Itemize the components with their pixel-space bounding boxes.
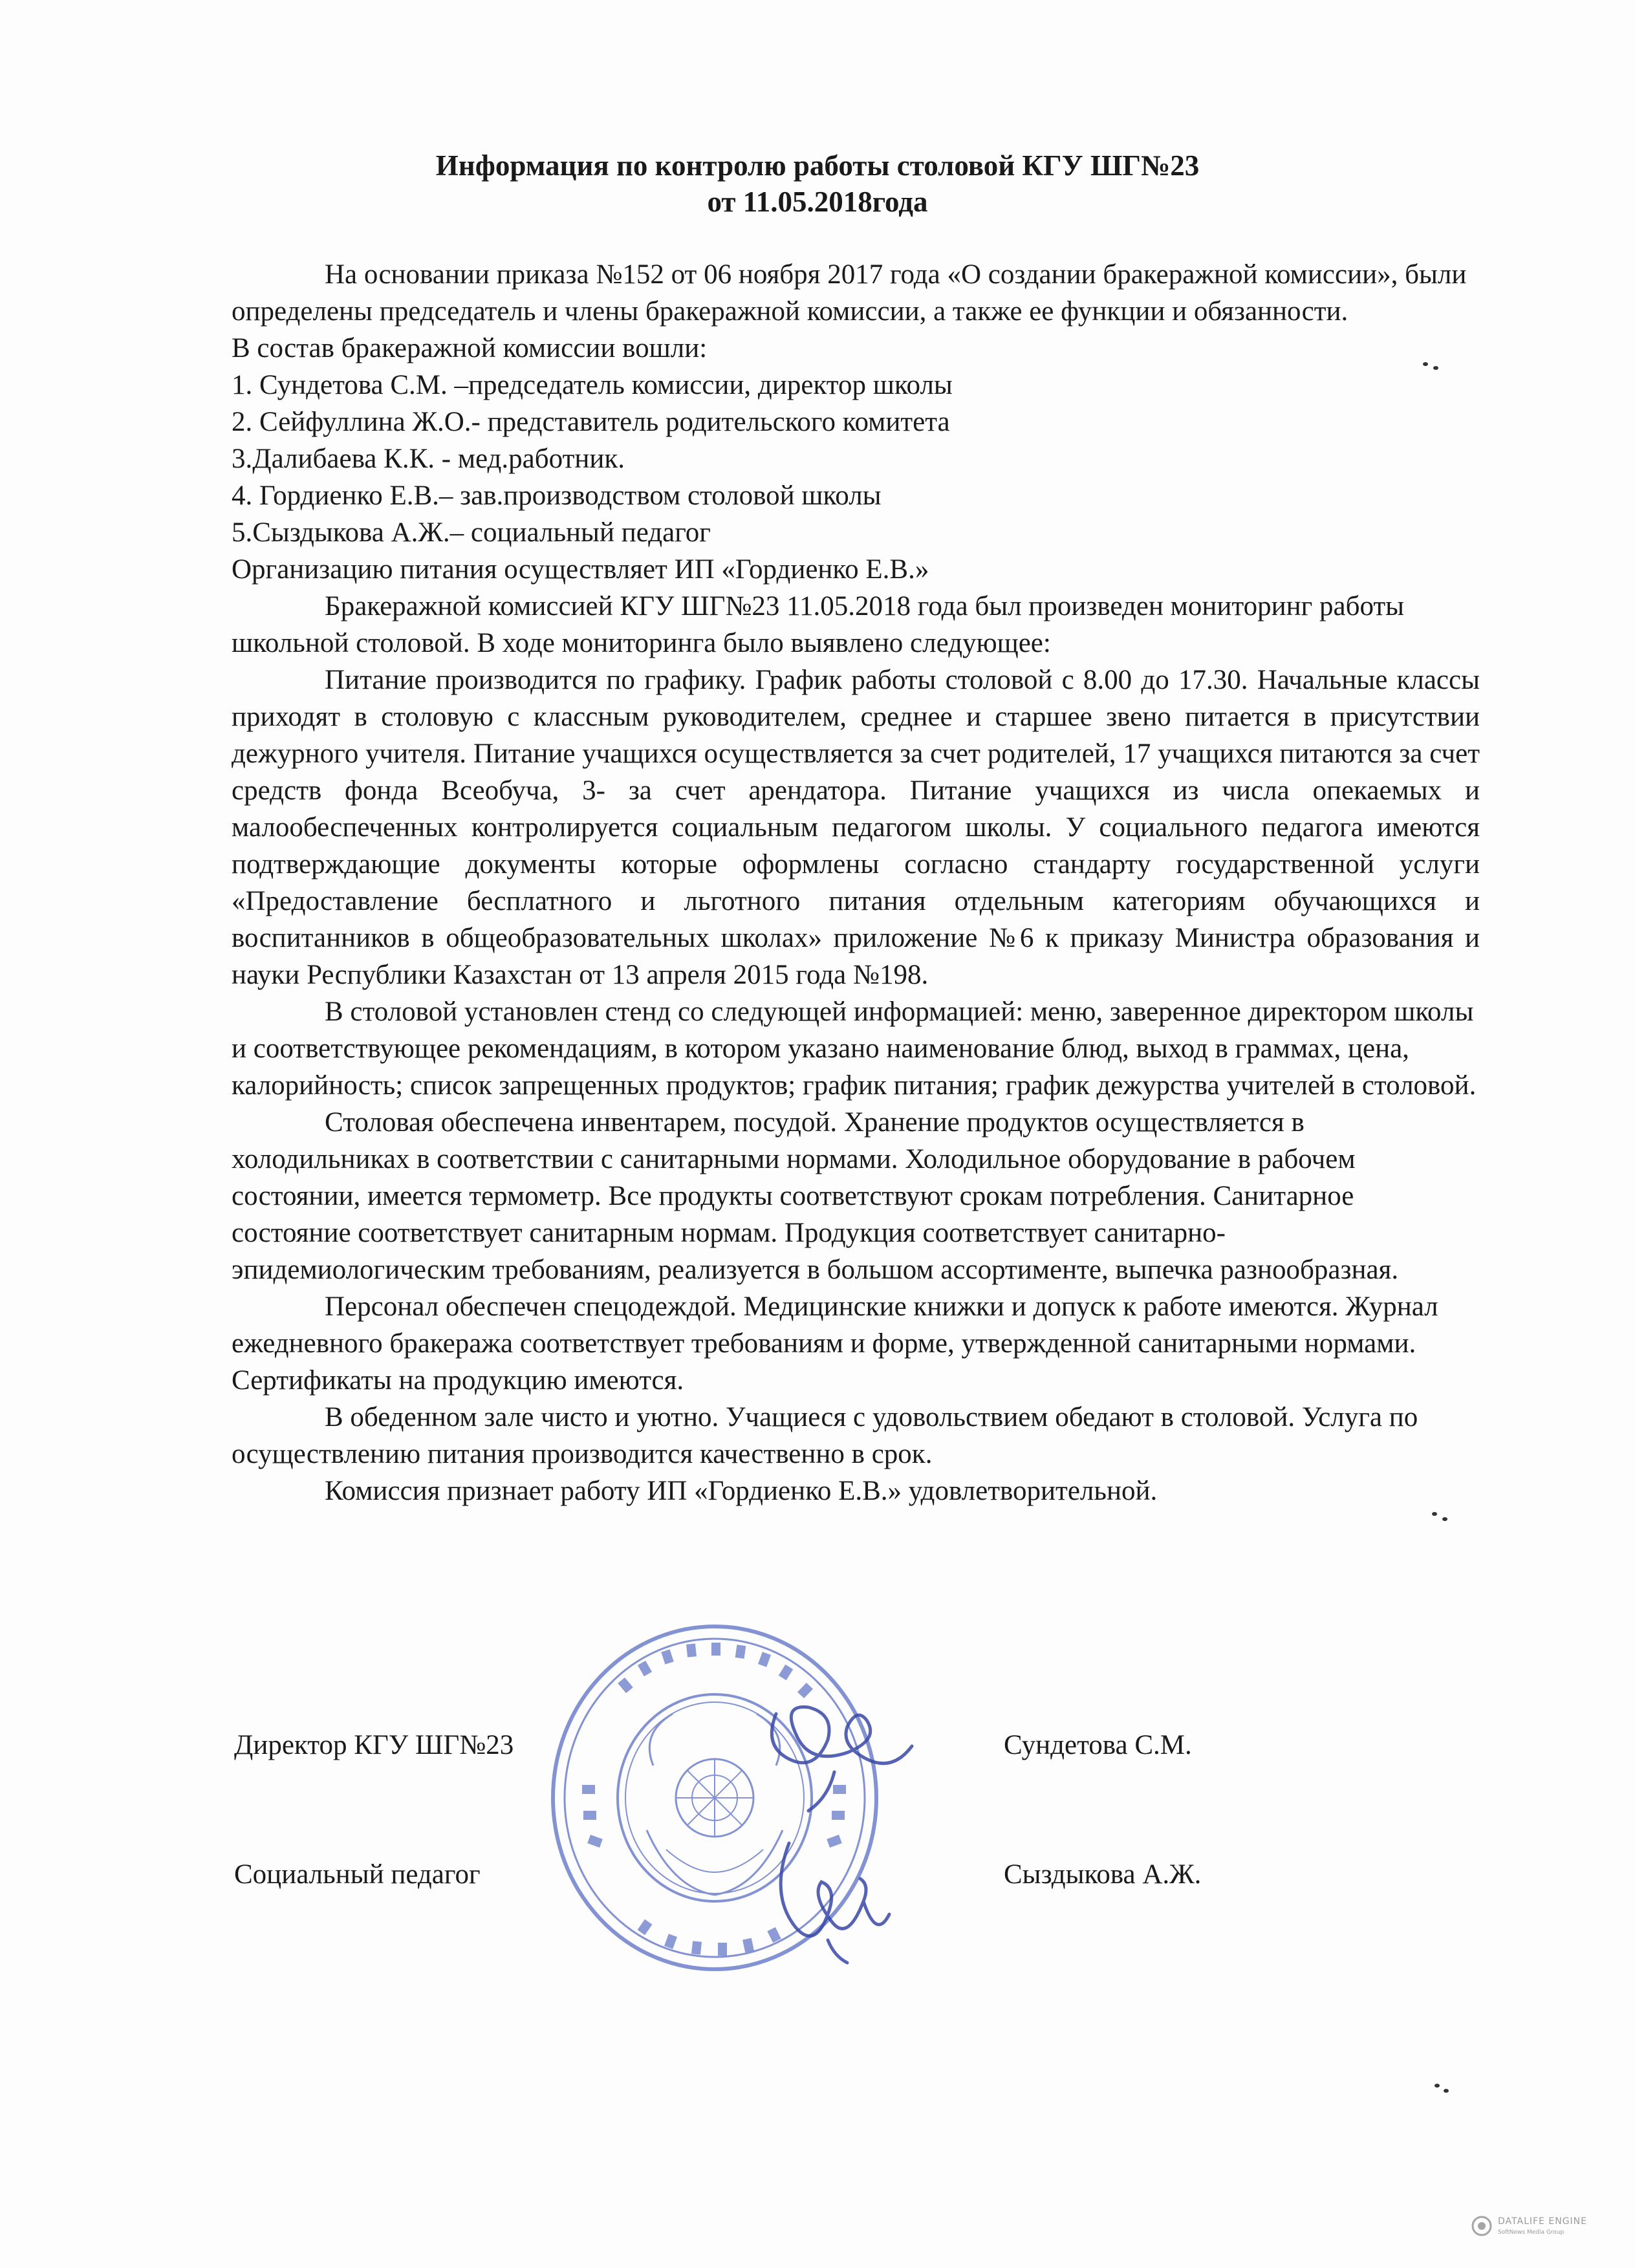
title-line-1: Информация по контролю работы столовой КГУ ШГ№23 bbox=[435, 149, 1200, 182]
scan-speck bbox=[1432, 1512, 1437, 1516]
scan-speck bbox=[1435, 2084, 1440, 2088]
paragraph-monitoring: Бракеражной комиссией КГУ ШГ№23 11.05.2018 года был произведен мониторинг работы школьной столовой. В ходе мониторинга было выявлено следующее: bbox=[232, 591, 1405, 658]
watermark-main-text: DATALIFE ENGINE bbox=[1498, 2216, 1587, 2227]
member-item-2: 2. Сейфуллина Ж.О.- представитель родительского комитета bbox=[232, 407, 950, 437]
scan-speck bbox=[1442, 1517, 1447, 1521]
watermark-logo-icon bbox=[1471, 2215, 1493, 2237]
social-pedagogue-signature bbox=[750, 1817, 912, 1966]
paragraph-dining-hall: В обеденном зале чисто и уютно. Учащиеся с удовольствием обедают в столовой. Услуга по осуществлению питания производится качественно в срок. bbox=[232, 1402, 1418, 1469]
signature-role: Директор КГУ ШГ№23 bbox=[234, 1730, 514, 1760]
paragraph-equipment: Столовая обеспечена инвентарем, посудой. Хранение продуктов осуществляется в холодильниках в соответствии с санитарными нормами. Холодильное оборудование в рабочем состоянии, имеется термометр. Все продукты соответствуют срокам потребления. Санитарное состояние соответствует санитарным нормам. Продукция соответствует санитарно- эпидемиологическим требованиям, реализуется в большом ассортименте, выпечка разнообразная. bbox=[232, 1107, 1399, 1285]
signature-role: Социальный педагог bbox=[234, 1859, 481, 1890]
member-item-4: 4. Гордиенко Е.В.– зав.производством столовой школы bbox=[232, 481, 882, 511]
paragraph-commission-heading: В состав бракеражной комиссии вошли: bbox=[232, 333, 708, 363]
paragraph-personnel: Персонал обеспечен спецодеждой. Медицинские книжки и допуск к работе имеются. Журнал ежедневного бракеража соответствует требованиям и форме, утвержденной санитарными нормами. Сертификаты на продукцию имеются. bbox=[232, 1291, 1438, 1396]
paragraph-organizer: Организацию питания осуществляет ИП «Гордиенко Е.В.» bbox=[232, 554, 929, 585]
paragraph-schedule: Питание производится по графику. График работы столовой с 8.00 до 17.30. Начальные классы приходят в столовую с классным руководителем, среднее и старшее звено питается в присутствии дежурного учителя. Питание учащихся осуществляется за счет родителей, 17 учащихся питаются за счет средств фонда Всеобуча, 3- за счет арендатора. Питание учащихся из числа опекаемых и малообеспеченных контролируется социальным педагогом школы. У социального педагога имеются подтверждающие документы которые оформлены согласно стандарту государственной услуги «Предоставление бесплатного и льготного питания отдельным категориям обучающихся и воспитанников в общеобразовательных школах» приложение №6 к приказу Министра образования и науки Республики Казахстан от 13 апреля 2015 года №198. bbox=[232, 665, 1480, 990]
scan-speck bbox=[1444, 2089, 1449, 2093]
member-item-1: 1. Сундетова С.М. –председатель комиссии, директор школы bbox=[232, 370, 953, 400]
document-body bbox=[232, 256, 1480, 1509]
watermark-sub-text: SoftNews Media Group bbox=[1498, 2229, 1565, 2236]
paragraph-order-basis: На основании приказа №152 от 06 ноября 2017 года «О создании бракеражной комиссии», были определены председатель и члены бракеражной комиссии, а также ее функции и обязанности. bbox=[232, 259, 1467, 327]
paragraph-conclusion: Комиссия признает работу ИП «Гордиенко Е.В.» удовлетворительной. bbox=[325, 1476, 1158, 1506]
director-signature bbox=[737, 1675, 931, 1817]
watermark bbox=[1471, 2214, 1607, 2242]
member-item-3: 3.Далибаева К.К. - мед.работник. bbox=[232, 444, 625, 474]
member-item-5: 5.Сыздыкова А.Ж.– социальный педагог bbox=[232, 517, 711, 548]
signature-name: Сыздыкова А.Ж. bbox=[1004, 1859, 1202, 1890]
scan-speck bbox=[1423, 362, 1428, 366]
title-line-2: от 11.05.2018года bbox=[707, 186, 928, 218]
scan-speck bbox=[1433, 366, 1438, 370]
signature-name: Сундетова С.М. bbox=[1004, 1730, 1192, 1760]
paragraph-stand: В столовой установлен стенд со следующей информацией: меню, заверенное директором школы и соответствующее рекомендациям, в котором указано наименование блюд, выход в граммах, цена, калорийность; список запрещенных продуктов; график питания; график дежурства учителей в столовой. bbox=[232, 997, 1477, 1101]
document-title bbox=[0, 147, 1635, 220]
